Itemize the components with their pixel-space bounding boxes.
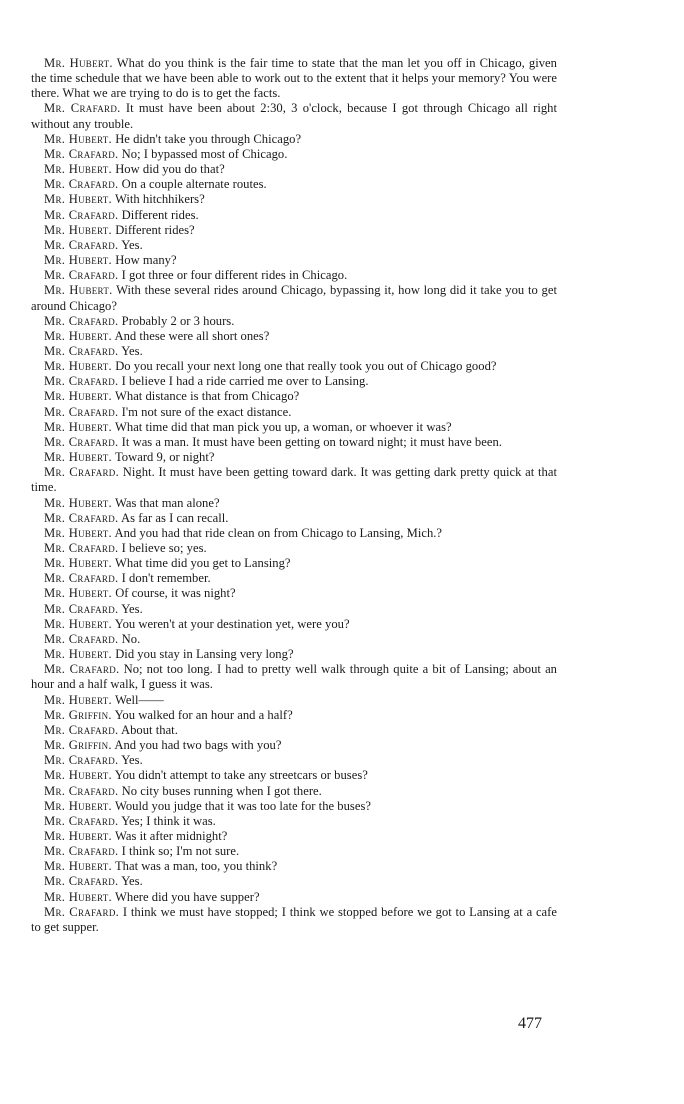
- speaker-name: Mr. Hubert.: [44, 798, 113, 813]
- speaker-name: Mr. Hubert.: [44, 525, 113, 540]
- speaker-name: Mr. Crafard.: [44, 177, 119, 192]
- utterance-text: I got three or four different rides in Chicago.: [121, 268, 348, 283]
- speaker-name: Mr. Hubert.: [44, 495, 113, 510]
- speaker-name: Mr. Hubert.: [44, 889, 113, 904]
- transcript-entry: [31, 192, 557, 207]
- transcript-entry: [31, 556, 557, 571]
- transcript-entry: [31, 586, 557, 601]
- transcript-entry: [31, 511, 557, 526]
- utterance-text: It must have been about 2:30, 3 o'clock, because I got through Chicago all right without any trouble.: [31, 101, 557, 131]
- speaker-name: Mr. Hubert.: [44, 222, 113, 237]
- transcript-entry: [31, 571, 557, 586]
- utterance-text: You walked for an hour and a half?: [114, 707, 293, 722]
- transcript-entry: [31, 314, 557, 329]
- transcript-entry: [31, 435, 557, 450]
- page-number: 477: [518, 1015, 542, 1032]
- transcript-entry: [31, 859, 557, 874]
- speaker-name: Mr. Crafard.: [44, 404, 119, 419]
- utterance-text: I don't remember.: [121, 571, 211, 586]
- utterance-text: Toward 9, or night?: [114, 450, 215, 465]
- speaker-name: Mr. Crafard.: [44, 601, 119, 616]
- speaker-name: Mr. Hubert.: [44, 359, 113, 374]
- speaker-name: Mr. Hubert.: [44, 828, 113, 843]
- transcript-entry: [31, 602, 557, 617]
- transcript-entry: [31, 874, 557, 889]
- speaker-name: Mr. Crafard.: [44, 237, 119, 252]
- utterance-text: No; I bypassed most of Chicago.: [121, 146, 288, 161]
- speaker-name: Mr. Crafard.: [44, 813, 119, 828]
- transcript-entry: [31, 253, 557, 268]
- speaker-name: Mr. Hubert.: [44, 131, 113, 146]
- utterance-text: You weren't at your destination yet, were you?: [114, 616, 350, 631]
- transcript-entry: [31, 147, 557, 162]
- speaker-name: Mr. Crafard.: [44, 510, 119, 525]
- speaker-name: Mr. Hubert.: [44, 859, 113, 874]
- speaker-name: Mr. Hubert.: [44, 253, 113, 268]
- transcript-page: [31, 56, 557, 935]
- utterance-text: Yes; I think it was.: [121, 813, 216, 828]
- utterance-text: Would you judge that it was too late for the buses?: [114, 798, 371, 813]
- speaker-name: Mr. Crafard.: [44, 844, 119, 859]
- speaker-name: Mr. Hubert.: [44, 283, 113, 298]
- speaker-name: Mr. Crafard.: [44, 541, 119, 555]
- transcript-entry: [31, 359, 557, 374]
- utterance-text: Was that man alone?: [114, 495, 220, 510]
- utterance-text: Night. It must have been getting toward dark. It was getting dark pretty quick at that time.: [31, 465, 557, 495]
- speaker-name: Mr. Crafard.: [44, 101, 121, 116]
- transcript-entry: [31, 101, 557, 131]
- utterance-text: Did you stay in Lansing very long?: [115, 647, 294, 662]
- transcript-entry: [31, 708, 557, 723]
- utterance-text: What time did you get to Lansing?: [114, 556, 291, 571]
- utterance-text: Yes.: [121, 753, 143, 768]
- transcript-entry: [31, 374, 557, 389]
- transcript-entry: [31, 526, 557, 541]
- utterance-text: He didn't take you through Chicago?: [115, 131, 302, 146]
- speaker-name: Mr. Hubert.: [44, 692, 113, 707]
- transcript-entry: [31, 405, 557, 420]
- speaker-name: Mr. Hubert.: [44, 56, 113, 70]
- speaker-name: Mr. Crafard.: [44, 343, 119, 358]
- utterance-text: Yes.: [121, 237, 143, 252]
- transcript-entry: [31, 723, 557, 738]
- transcript-entry: [31, 617, 557, 632]
- transcript-entry: [31, 268, 557, 283]
- speaker-name: Mr. Crafard.: [44, 874, 119, 889]
- speaker-name: Mr. Crafard.: [44, 722, 119, 737]
- speaker-name: Mr. Hubert.: [44, 768, 113, 783]
- speaker-name: Mr. Griffin.: [44, 707, 112, 722]
- transcript-entry: [31, 238, 557, 253]
- speaker-name: Mr. Hubert.: [44, 389, 113, 404]
- utterance-text: Was it after midnight?: [114, 828, 228, 843]
- utterance-text: I think so; I'm not sure.: [121, 844, 240, 859]
- speaker-name: Mr. Crafard.: [44, 662, 120, 677]
- utterance-text: Probably 2 or 3 hours.: [121, 313, 235, 328]
- transcript-entry: [31, 208, 557, 223]
- speaker-name: Mr. Crafard.: [44, 465, 120, 480]
- transcript-entry: [31, 496, 557, 511]
- transcript-entry: [31, 329, 557, 344]
- transcript-entry: [31, 647, 557, 662]
- speaker-name: Mr. Crafard.: [44, 207, 119, 222]
- speaker-name: Mr. Crafard.: [44, 753, 119, 768]
- transcript-entry: [31, 768, 557, 783]
- utterance-text: And you had that ride clean on from Chicago to Lansing, Mich.?: [114, 525, 443, 540]
- transcript-entry: [31, 738, 557, 753]
- speaker-name: Mr. Crafard.: [44, 434, 119, 449]
- transcript-entry: [31, 844, 557, 859]
- transcript-entry: [31, 541, 557, 556]
- utterance-text: It was a man. It must have been getting on toward night; it must have been.: [121, 434, 502, 449]
- transcript-entry: [31, 56, 557, 101]
- transcript-entry: [31, 389, 557, 404]
- transcript-entry: [31, 450, 557, 465]
- speaker-name: Mr. Crafard.: [44, 313, 119, 328]
- speaker-name: Mr. Griffin.: [44, 738, 112, 753]
- utterance-text: No city buses running when I got there.: [121, 783, 322, 798]
- utterance-text: Different rides?: [115, 222, 195, 237]
- speaker-name: Mr. Crafard.: [44, 783, 119, 798]
- utterance-text: Different rides.: [121, 207, 199, 222]
- transcript-entry: [31, 162, 557, 177]
- utterance-text: That was a man, too, you think?: [114, 859, 278, 874]
- transcript-entry: [31, 662, 557, 692]
- transcript-entry: [31, 632, 557, 647]
- utterance-text: No.: [121, 631, 141, 646]
- utterance-text: About that.: [120, 722, 178, 737]
- utterance-text: How many?: [115, 253, 177, 268]
- speaker-name: Mr. Hubert.: [44, 192, 113, 207]
- speaker-name: Mr. Hubert.: [44, 647, 113, 662]
- transcript-entry: [31, 814, 557, 829]
- speaker-name: Mr. Hubert.: [44, 162, 113, 177]
- transcript-entry: [31, 799, 557, 814]
- speaker-name: Mr. Hubert.: [44, 450, 113, 465]
- utterance-text: Yes.: [121, 874, 143, 889]
- transcript-entry: [31, 905, 557, 935]
- utterance-text: No; not too long. I had to pretty well walk through quite a bit of Lansing; about an hour and a half walk, I guess it was.: [31, 662, 557, 692]
- utterance-text: What distance is that from Chicago?: [114, 389, 300, 404]
- speaker-name: Mr. Crafard.: [44, 146, 119, 161]
- transcript-body: [31, 56, 557, 935]
- transcript-entry: [31, 890, 557, 905]
- speaker-name: Mr. Hubert.: [44, 586, 113, 601]
- transcript-entry: [31, 829, 557, 844]
- utterance-text: As far as I can recall.: [120, 510, 229, 525]
- utterance-text: How did you do that?: [115, 162, 225, 177]
- utterance-text: With these several rides around Chicago, bypassing it, how long did it take you to get around Chicago?: [31, 283, 557, 313]
- transcript-entry: [31, 693, 557, 708]
- utterance-text: Well——: [114, 692, 164, 707]
- utterance-text: Yes.: [121, 343, 143, 358]
- utterance-text: I think we must have stopped; I think we stopped before we got to Lansing at a cafe to get supper.: [31, 904, 557, 934]
- utterance-text: Where did you have supper?: [114, 889, 260, 904]
- utterance-text: With hitchhikers?: [114, 192, 205, 207]
- utterance-text: What time did that man pick you up, a woman, or whoever it was?: [114, 419, 452, 434]
- speaker-name: Mr. Crafard.: [44, 268, 119, 283]
- utterance-text: I'm not sure of the exact distance.: [121, 404, 292, 419]
- utterance-text: I believe I had a ride carried me over to Lansing.: [121, 374, 369, 389]
- transcript-entry: [31, 132, 557, 147]
- speaker-name: Mr. Hubert.: [44, 328, 113, 343]
- utterance-text: Do you recall your next long one that really took you out of Chicago good?: [115, 359, 497, 374]
- speaker-name: Mr. Crafard.: [44, 904, 120, 919]
- utterance-text: What do you think is the fair time to state that the man let you off in Chicago, given the time schedule that we have been able to work out to the extent that it helps your memory? You were there. What we are trying to do is to get the facts.: [31, 56, 557, 101]
- utterance-text: You didn't attempt to take any streetcars or buses?: [114, 768, 368, 783]
- transcript-entry: [31, 344, 557, 359]
- transcript-entry: [31, 223, 557, 238]
- transcript-entry: [31, 420, 557, 435]
- transcript-entry: [31, 283, 557, 313]
- utterance-text: And these were all short ones?: [114, 328, 270, 343]
- speaker-name: Mr. Hubert.: [44, 556, 113, 571]
- speaker-name: Mr. Hubert.: [44, 616, 113, 631]
- utterance-text: And you had two bags with you?: [114, 738, 282, 753]
- transcript-entry: [31, 753, 557, 768]
- speaker-name: Mr. Crafard.: [44, 571, 119, 586]
- speaker-name: Mr. Crafard.: [44, 631, 119, 646]
- utterance-text: Yes.: [121, 601, 143, 616]
- speaker-name: Mr. Hubert.: [44, 419, 113, 434]
- transcript-entry: [31, 465, 557, 495]
- utterance-text: Of course, it was night?: [115, 586, 236, 601]
- speaker-name: Mr. Crafard.: [44, 374, 119, 389]
- transcript-entry: [31, 177, 557, 192]
- transcript-entry: [31, 784, 557, 799]
- utterance-text: On a couple alternate routes.: [121, 177, 267, 192]
- utterance-text: I believe so; yes.: [121, 541, 207, 555]
